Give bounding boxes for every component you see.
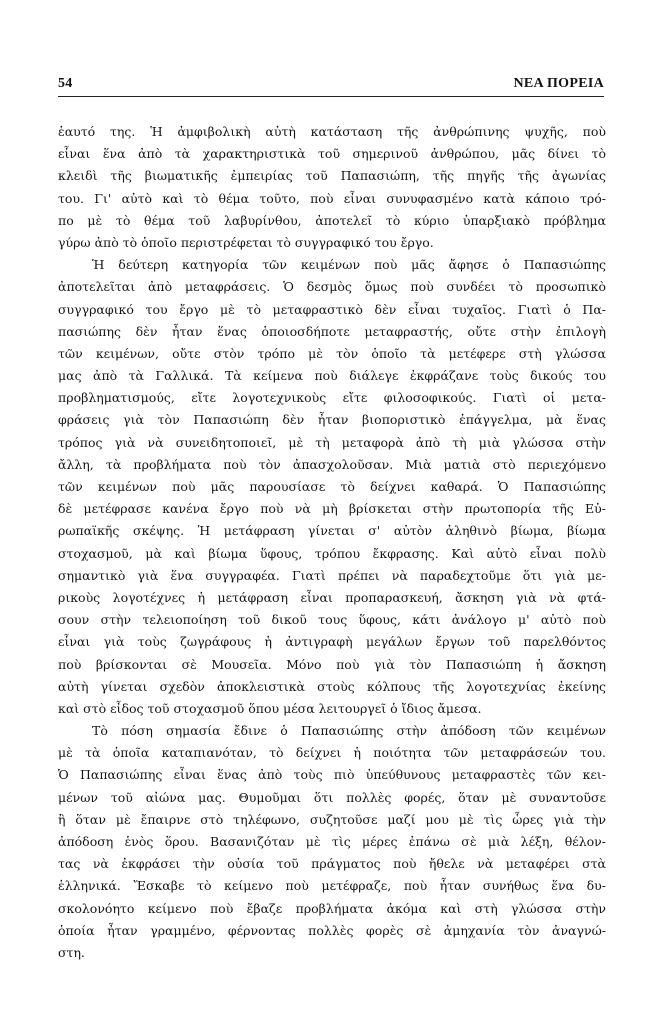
- text-line: ρωπαϊκῆς σκέψης. Ἡ μετάφραση γίνεται σ' αὐτὸν ἀληθινὸ βίωμα, βίωμα: [58, 523, 606, 539]
- text-line: ἀπόδοση ἑνὸς ὅρου. Βασανιζόταν μὲ τὶς μέρες ἐπάνω σὲ μιὰ λέξη, θέλον-: [58, 834, 606, 849]
- text-line: ὁποία ἦταν γραμμένο, φέρνοντας πολλὲς φορὲς σὲ ἀμηχανία τὸν ἀναγνώ-: [58, 922, 606, 938]
- text-line: σημαντικὸ γιὰ ἕνα συγγραφέα. Γιατὶ πρέπει νὰ παραδεχτοῦμε ὅτι γιὰ με-: [58, 567, 606, 583]
- text-line: αὐτὴ γίνεται σχεδὸν ἀποκλειστικὰ στοὺς κόλπους τῆς λογοτεχνίας ἐκείνης: [58, 678, 606, 694]
- text-line: προβληματισμούς, εἴτε λογοτεχνικοὺς εἴτε φιλοσοφικούς. Γιατὶ οἱ μετα-: [58, 390, 606, 406]
- text-line: ἑαυτό της. Ἡ ἀμφιβολικὴ αὐτὴ κατάσταση τῆς ἀνθρώπινης ψυχῆς, ποὺ: [58, 124, 606, 139]
- text-line: στη.: [58, 944, 85, 960]
- text-line: σουν στὴν τελειοποίηση τοῦ δικοῦ τους ὕφους, κάτι ἀνάλογο μ' αὐτὸ ποὺ: [58, 612, 606, 628]
- text-line: μένων τοῦ αἰώνα μας. Θυμοῦμαι ὅτι πολλὲς φορές, ὅταν μὲ συναντοῦσε: [58, 789, 606, 805]
- page-number: 54: [58, 76, 73, 91]
- text-line: ἢ ὅταν μὲ ἔπαιρνε στὸ τηλέφωνο, συζητοῦσε μαζί μου μὲ τὶς ὧρες γιὰ τὴν: [58, 811, 606, 827]
- text-line: εἶναι γιὰ τοὺς ζωγράφους ἡ ἀντιγραφὴ μεγάλων ἔργων τοῦ παρελθόντος: [58, 634, 606, 650]
- text-line: ἑλληνικά. Ἔσκαβε τὸ κείμενο ποὺ μετέφραζε, ποὺ ἦταν συνήθως ἕνα δυ-: [58, 878, 606, 894]
- body-text: [58, 121, 606, 964]
- text-line: τας νὰ ἐκφράσει τὴν οὐσία τοῦ πράγματος ποὺ ἤθελε νὰ μεταφέρει στὰ: [58, 856, 606, 872]
- running-title: ΝΕΑ ΠΟΡΕΙΑ: [513, 76, 604, 91]
- paragraph-first-line: Ἡ δεύτερη κατηγορία τῶν κειμένων ποὺ μᾶς ἄφησε ὁ Παπασιώπης: [92, 257, 606, 273]
- text-line: του. Γι' αὐτὸ καὶ τὸ θέμα τοῦτο, ποὺ εἶναι συνυφασμένο κατὰ κάποιο τρό-: [58, 190, 606, 206]
- text-line: σκολονόητο κείμενο ποὺ ἔβαζε προβλήματα ἀκόμα καὶ στὴ γλώσσα στὴν: [58, 900, 606, 916]
- text-line: ρικοὺς λογοτέχνες ἡ μετάφραση εἶναι προπαρασκευή, ἄσκηση γιὰ νὰ φτά-: [58, 589, 606, 605]
- text-line: τρόπος γιὰ νὰ συνειδητοποιεῖ, μὲ τὴ μεταφορὰ ἀπὸ τὴ μιὰ γλώσσα στὴν: [58, 434, 606, 450]
- text-line: ἀποτελεῖται ἀπὸ μεταφράσεις. Ὁ δεσμὸς ὅμως ποὺ συνδέει τὸ προσωπικὸ: [58, 279, 606, 295]
- paragraph-first-line: Τὸ πόση σημασία ἔδινε ὁ Παπασιώπης στὴν ἀπόδοση τῶν κειμένων: [92, 723, 606, 739]
- text-line: μὲ τὰ ὁποῖα καταπιανόταν, τὸ δείχνει ἡ ποιότητα τῶν μεταφράσεών του.: [58, 745, 606, 761]
- text-line: εἶναι ἕνα ἀπὸ τὰ χαρακτηριστικὰ τοῦ σημερινοῦ ἀνθρώπου, μᾶς δίνει τὸ: [58, 146, 606, 162]
- text-line: δὲ μετέφρασε κανένα ἔργο ποὺ νὰ μὴ βρίσκεται στὴν πρωτοπορία τῆς Εὐ-: [58, 501, 606, 517]
- text-line: πασιώπης δὲν ἦταν ἕνας ὁποιοσδήποτε μεταφραστής, οὔτε στὴν ἐπιλογὴ: [58, 323, 606, 339]
- text-line: πο μὲ τὸ θέμα τοῦ λαβυρίνθου, ἀποτελεῖ τὸ κύριο ὑπαρξιακὸ πρόβλημα: [58, 212, 606, 228]
- text-line: ἄλλη, τὰ προβλήματα ποὺ τὸν ἀπασχολοῦσαν. Μιὰ ματιὰ στὸ περιεχόμενο: [58, 456, 606, 472]
- text-line: τῶν κειμένων, οὔτε στὸν τρόπο μὲ τὸν ὁποῖο τὰ μετέφερε στὴ γλώσσα: [58, 345, 606, 361]
- text-line: Ὁ Παπασιώπης εἶναι ἕνας ἀπὸ τοὺς πιὸ ὑπεύθυνους μεταφραστὲς τῶν κει-: [58, 767, 606, 783]
- text-line: ποὺ βρίσκονται σὲ Μουσεῖα. Μόνο ποὺ γιὰ τὸν Παπασιώπη ἡ ἄσκηση: [58, 656, 606, 672]
- text-line: γύρω ἀπὸ τὸ ὁποῖο περιστρέφεται τὸ συγγραφικό του ἔργο.: [58, 234, 434, 250]
- text-line: στοχασμοῦ, μὰ καὶ βίωμα ὕφους, τρόπου ἔκφρασης. Καὶ αὐτὸ εἶναι πολὺ: [58, 545, 606, 561]
- text-line: τῶν κειμένων ποὺ μᾶς παρουσίασε τὸ δείχνει καθαρά. Ὁ Παπασιώπης: [58, 479, 606, 494]
- page-header: [58, 76, 604, 97]
- text-line: μας ἀπὸ τὰ Γαλλικά. Τὰ κείμενα ποὺ διάλεγε ἐκφράζανε τοὺς δικούς του: [58, 368, 606, 384]
- text-line: συγγραφικό του ἔργο μὲ τὸ μεταφραστικὸ δὲν εἶναι τυχαῖος. Γιατὶ ὁ Πα-: [58, 301, 606, 317]
- text-line: καὶ στὸ εἶδος τοῦ στοχασμοῦ ὅπου μέσα λειτουργεῖ ὁ ἴδιος ἄμεσα.: [58, 700, 482, 716]
- text-line: κλειδὶ τῆς βιωματικῆς ἐμπειρίας τοῦ Παπασιώπη, τῆς πηγῆς τῆς ἀγωνίας: [58, 168, 606, 184]
- text-line: φράσεις γιὰ τὸν Παπασιώπη δὲν ἦταν βιοποριστικὸ ἐπάγγελμα, μὰ ἕνας: [58, 412, 606, 428]
